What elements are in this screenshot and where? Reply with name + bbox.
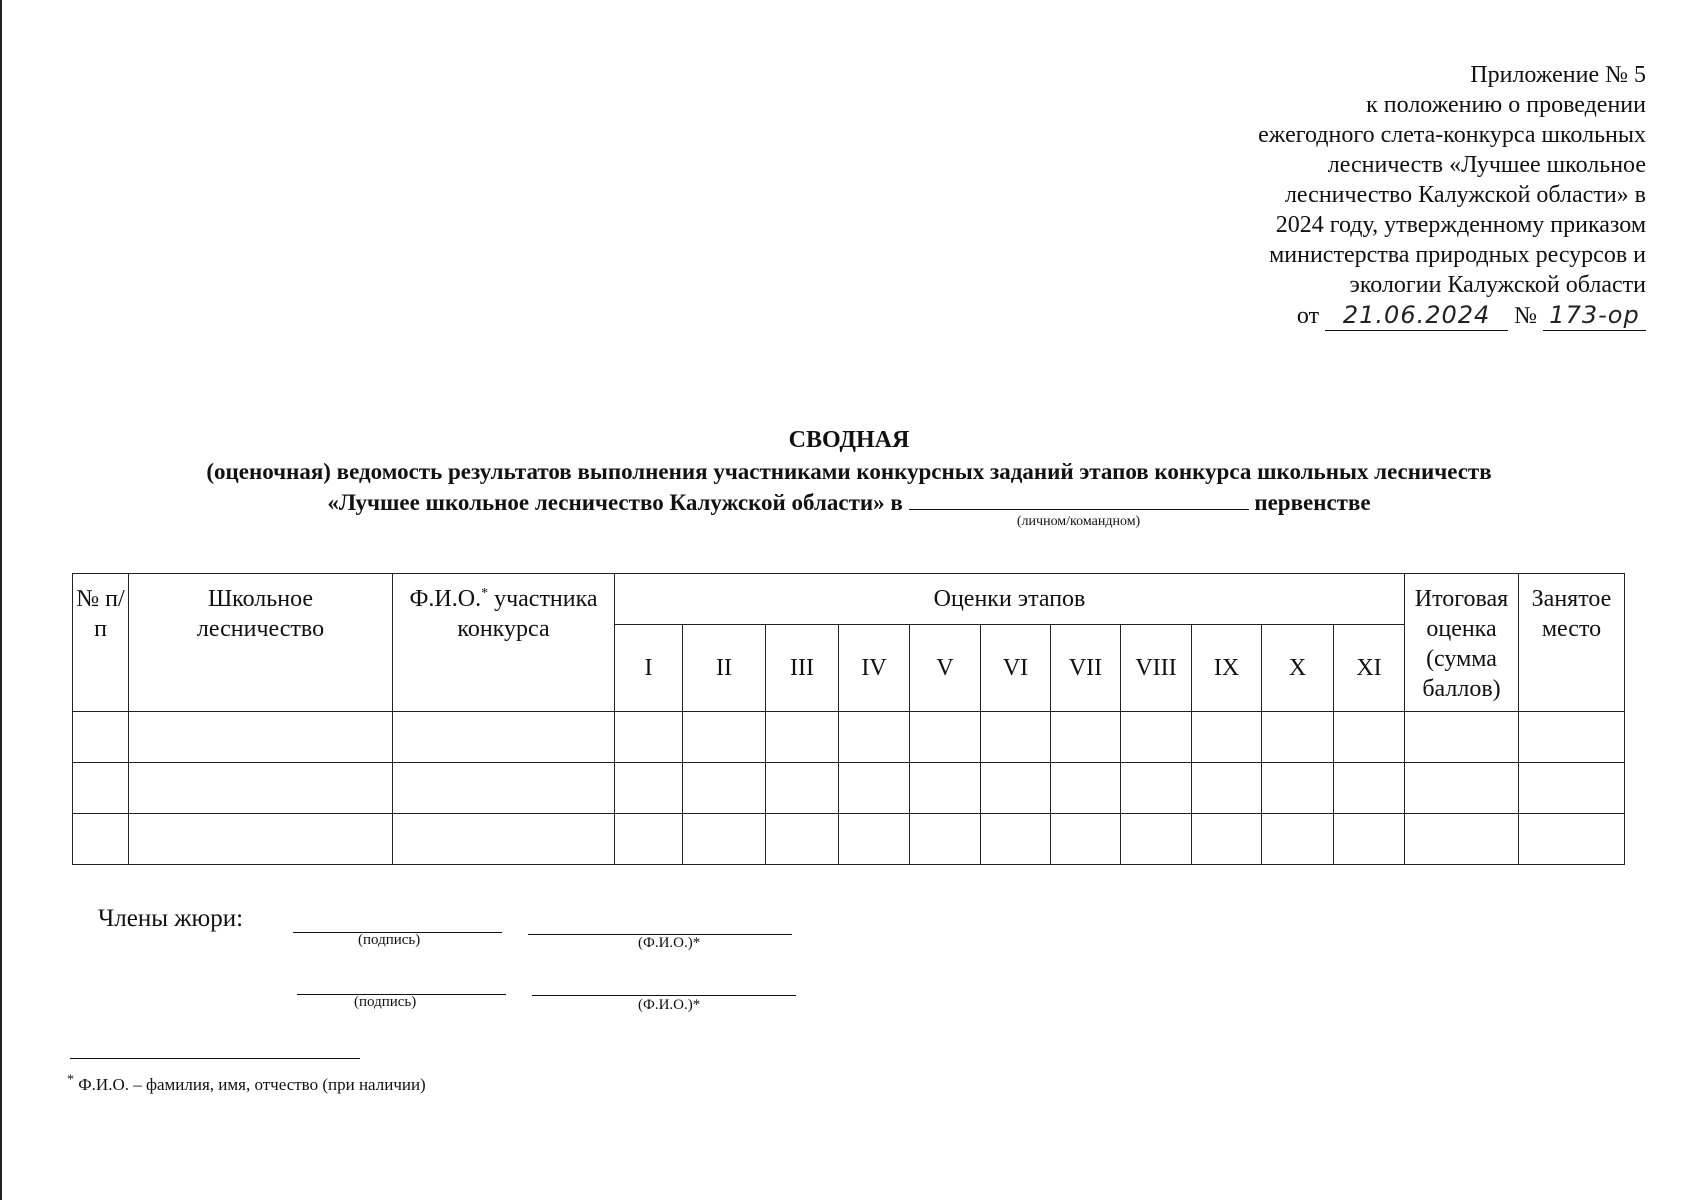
header-stage: V [910, 625, 981, 712]
table-cell[interactable] [1262, 763, 1334, 814]
header-stage: VI [981, 625, 1051, 712]
table-cell[interactable] [393, 712, 615, 763]
table-cell[interactable] [73, 814, 129, 865]
footnote-text: Ф.И.О. – фамилия, имя, отчество (при наличии) [78, 1075, 426, 1094]
table-cell[interactable] [1121, 814, 1192, 865]
table-cell[interactable] [1192, 814, 1262, 865]
fio-label-rest: участника конкурса [457, 586, 598, 642]
table-row [73, 814, 1625, 865]
table-cell[interactable] [1121, 763, 1192, 814]
table-cell[interactable] [683, 712, 766, 763]
header-stage: II [683, 625, 766, 712]
header-forestry: Школьное лесничество [129, 574, 393, 712]
table-cell[interactable] [1405, 763, 1519, 814]
footnote-separator [70, 1058, 360, 1059]
table-cell[interactable] [393, 763, 615, 814]
document-title [60, 425, 1638, 529]
header-stage: VIII [1121, 625, 1192, 712]
table-cell[interactable] [839, 814, 910, 865]
table-cell[interactable] [910, 712, 981, 763]
table-cell[interactable] [1262, 814, 1334, 865]
date-prefix: от [1296, 303, 1320, 329]
table-cell[interactable] [1405, 814, 1519, 865]
jury-label: Члены жюри: [98, 905, 244, 932]
table-cell[interactable] [129, 712, 393, 763]
header-stage: X [1262, 625, 1334, 712]
fio-caption: (Ф.И.О.)* [638, 935, 701, 951]
table-row [73, 712, 1625, 763]
table-cell[interactable] [1405, 712, 1519, 763]
table-cell[interactable] [839, 763, 910, 814]
order-date-line [1126, 300, 1646, 331]
title-line-2: (оценочная) ведомость результатов выполнения участниками конкурсных заданий этапов конкурса школьных лесничеств [206, 459, 1492, 484]
header-place: Занятое место [1519, 574, 1625, 712]
table-cell[interactable] [910, 763, 981, 814]
appendix-line: ежегодного слета-конкурса школьных [1258, 122, 1646, 148]
appendix-line: 2024 году, утвержденному приказом [1275, 212, 1646, 238]
table-cell[interactable] [615, 814, 683, 865]
table-cell[interactable] [1192, 712, 1262, 763]
fio-footnote-mark: * [481, 586, 489, 601]
header-stage: IV [839, 625, 910, 712]
fio-line [532, 995, 796, 996]
table-cell[interactable] [1334, 712, 1405, 763]
table-cell[interactable] [393, 814, 615, 865]
appendix-line: экологии Калужской области [1349, 272, 1646, 298]
header-stage: IX [1192, 625, 1262, 712]
header-stage: III [766, 625, 839, 712]
table-cell[interactable] [1519, 763, 1625, 814]
header-stage-scores: Оценки этапов [615, 574, 1405, 625]
championship-type-blank [909, 489, 1249, 529]
table-cell[interactable] [1519, 814, 1625, 865]
title-line-3-start: «Лучшее школьное лесничество Калужской области» в [327, 490, 903, 515]
table-cell[interactable] [766, 712, 839, 763]
header-total-score: Итоговая оценка (сумма баллов) [1405, 574, 1519, 712]
table-cell[interactable] [129, 814, 393, 865]
table-cell[interactable] [981, 712, 1051, 763]
table-cell[interactable] [615, 712, 683, 763]
appendix-block [1126, 60, 1646, 331]
appendix-line: к положению о проведении [1366, 92, 1646, 118]
number-prefix: № [1514, 303, 1537, 329]
appendix-line: министерства природных ресурсов и [1269, 242, 1646, 268]
table-cell[interactable] [615, 763, 683, 814]
handwritten-date: 21.06.2024 [1325, 300, 1508, 331]
table-cell[interactable] [1334, 763, 1405, 814]
header-participant-fio [393, 574, 615, 712]
appendix-line: лесничество Калужской области» в [1284, 182, 1646, 208]
table-cell[interactable] [910, 814, 981, 865]
table-cell[interactable] [1051, 712, 1121, 763]
title-line-3-end: первенстве [1254, 490, 1371, 515]
table-cell[interactable] [73, 712, 129, 763]
table-cell[interactable] [683, 814, 766, 865]
footnote [67, 1072, 426, 1095]
table-cell[interactable] [1519, 712, 1625, 763]
table-cell[interactable] [1262, 712, 1334, 763]
championship-type-caption: (личном/командном) [1016, 514, 1141, 529]
table-cell[interactable] [981, 763, 1051, 814]
header-number: № п/п [73, 574, 129, 712]
table-header-row [73, 574, 1625, 625]
fio-caption: (Ф.И.О.)* [638, 997, 701, 1013]
page-left-edge [0, 0, 2, 1200]
appendix-line: Приложение № 5 [1470, 62, 1646, 88]
table-cell[interactable] [73, 763, 129, 814]
table-body [73, 712, 1625, 865]
table-cell[interactable] [1051, 814, 1121, 865]
table-cell[interactable] [981, 814, 1051, 865]
title-line-3 [60, 487, 1638, 529]
signature-caption: (подпись) [358, 932, 421, 948]
table-cell[interactable] [839, 712, 910, 763]
table-cell[interactable] [766, 763, 839, 814]
handwritten-order-number: 173-ор [1543, 300, 1646, 331]
appendix-line: лесничеств «Лучшее школьное [1327, 152, 1646, 178]
fio-label: Ф.И.О. [409, 586, 482, 612]
header-stage: I [615, 625, 683, 712]
header-stage: VII [1051, 625, 1121, 712]
table-cell[interactable] [1334, 814, 1405, 865]
table-row [73, 763, 1625, 814]
footnote-mark: * [67, 1072, 74, 1088]
header-stage: XI [1334, 625, 1405, 712]
signature-caption: (подпись) [354, 994, 417, 1010]
table-cell[interactable] [1051, 763, 1121, 814]
table-cell[interactable] [1121, 712, 1192, 763]
table-cell[interactable] [129, 763, 393, 814]
table-cell[interactable] [1192, 763, 1262, 814]
table-cell[interactable] [766, 814, 839, 865]
title-main: СВОДНАЯ [788, 427, 910, 453]
table-cell[interactable] [683, 763, 766, 814]
results-table [72, 573, 1625, 865]
